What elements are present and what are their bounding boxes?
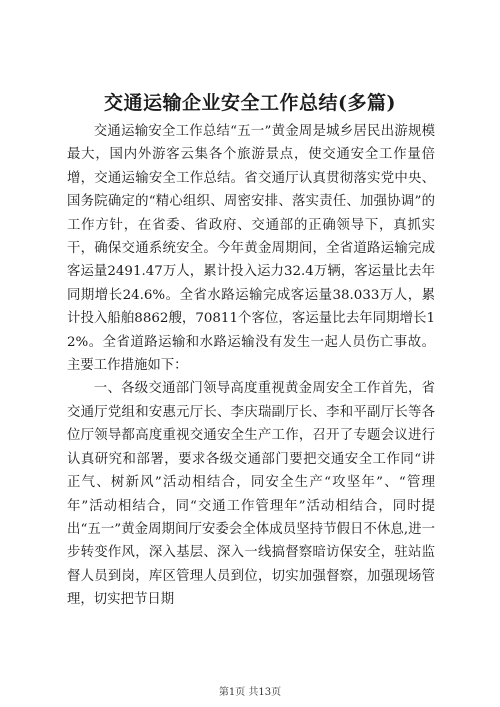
paragraph-intro: 交通运输安全工作总结“五一”黄金周是城乡居民出游规模最大，国内外游客云集各个旅游景点，使交通安全工作量倍增，交通运输安全工作总结。省交通厅认真贯彻落实党中央、国务院确定的“精心组织、周密安排、落实责任、加强协调”的工作方针，在省委、省政府、交通部的正确领导下，真抓实干，确保交通系统安全。今年黄金周期间，全省道路运输完成客运量2491.47万人，累计投入运力32.4万辆，客运量比去年同期增长24.6%。全省水路运输完成客运量38.033万人，累计投入船舶8862艘，70811个客位，客运量比去年同期增长12%。全省道路运输和水路运输没有发生一起人员伤亡事故。主要工作措施如下： xyxy=(67,124,435,374)
paragraph-section-one: 一、各级交通部门领导高度重视黄金周安全工作首先，省交通厅党组和安惠元厅长、李庆瑞副厅长、李和平副厅长等各位厅领导都高度重视交通安全生产工作，召开了专题会议进行认真研究和部署，要求各级交通部门要把交通安全工作同“讲正气、树新风”活动相结合，同安全生产“攻坚年”、“管理年”活动相结合，同“交通工作管理年”活动相结合，同时提出“五一”黄金周期间厅安委会全体成员坚持节假日不休息,进一步转变作风，深入基层、深入一线搞督察暗访保安全，驻站监督人员到岗，库区管理人员到位，切实加强督察，加强现场管理，切实把节日期 xyxy=(67,381,435,608)
document-title: 交通运输企业安全工作总结(多篇) xyxy=(104,92,396,114)
document-body xyxy=(67,120,435,612)
page-number-footer: 第1页 共13页 xyxy=(218,687,282,698)
